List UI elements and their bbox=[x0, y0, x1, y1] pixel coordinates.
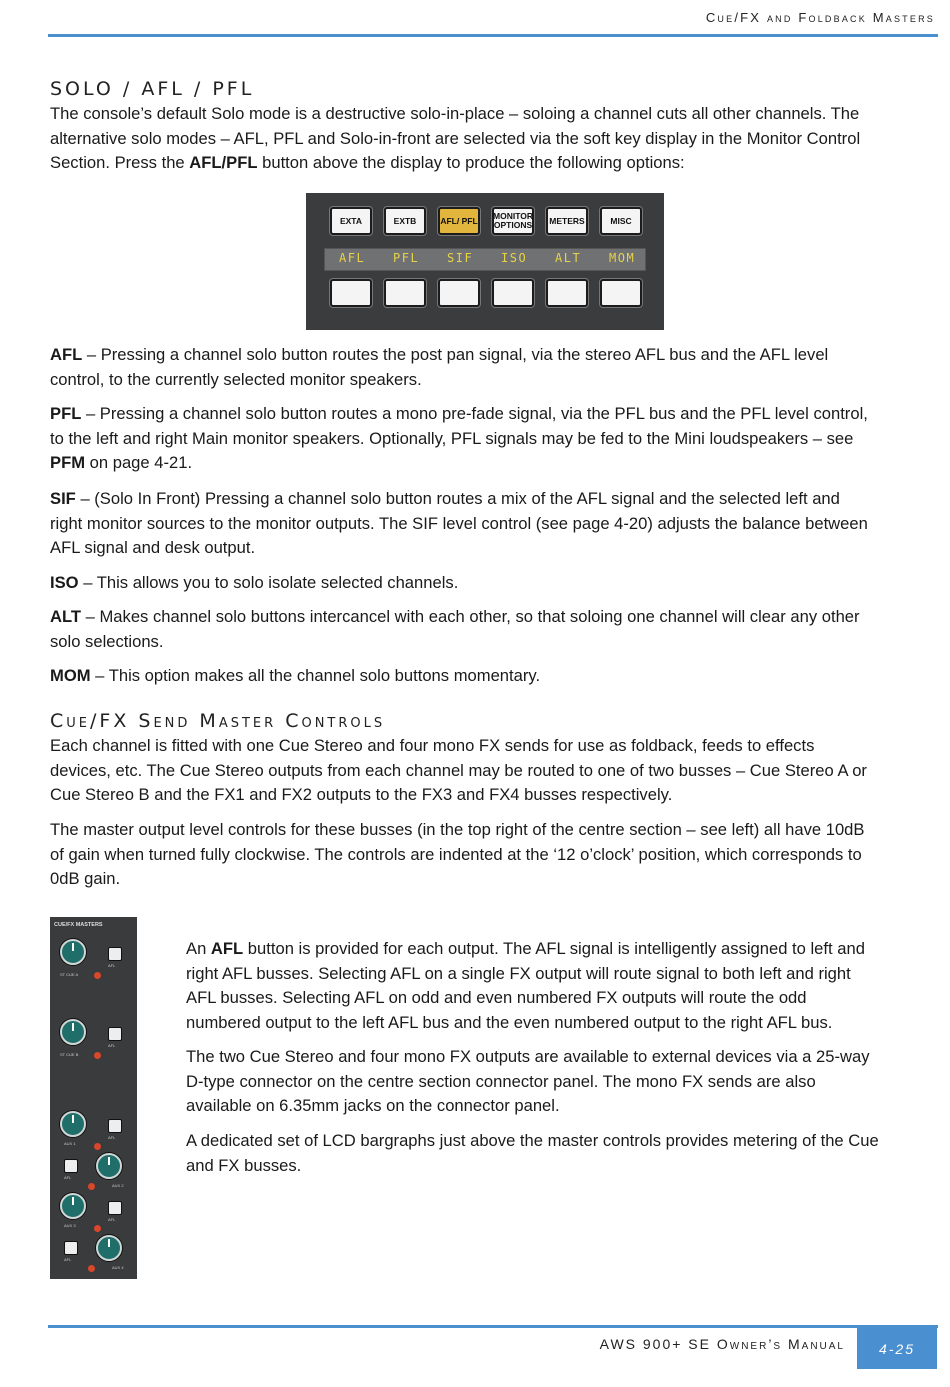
cue-fx-paragraph-2: The master output level controls for these busses (in the top right of the centre section – see left) all have 10dB of gain when turned fully clockwise. The controls are indented at the ‘12 o’clock’ position, which corresponds to 0dB gain. bbox=[50, 820, 865, 889]
mode-sif-description: SIF – (Solo In Front) Pressing a channel solo button routes a mix of the AFL signal and the selected left and right monitor sources to the monitor outputs. The SIF level control (see page 4-20) adjusts the balance between AFL signal and desk output. bbox=[50, 489, 868, 558]
cue-fx-masters-strip bbox=[50, 917, 137, 1279]
aux-1-led bbox=[94, 1143, 101, 1150]
aux-1-knob bbox=[60, 1111, 86, 1137]
strip-label-afl-1: AFL bbox=[108, 963, 116, 968]
softkey-lcd bbox=[324, 248, 646, 271]
header-rule bbox=[48, 34, 938, 37]
st-cue-a-afl-button bbox=[108, 947, 122, 961]
softkey-blank-4 bbox=[492, 279, 534, 307]
strip-label-afl-3: AFL bbox=[108, 1135, 116, 1140]
lcd-mom: MOM bbox=[609, 251, 636, 265]
aux-4-afl-button bbox=[64, 1241, 78, 1255]
lcd-iso: ISO bbox=[501, 251, 528, 265]
softkey-meters: METERS bbox=[546, 207, 588, 235]
aux-4-knob bbox=[96, 1235, 122, 1261]
solo-intro-paragraph: The console’s default Solo mode is a destructive solo-in-place – soloing a channel cuts all other channels. The alternative solo modes – AFL, PFL and Solo-in-front are selected via the soft key display in the Monitor Control Section. Press the AFL/PFL button above the display to produce the following options: bbox=[50, 104, 861, 173]
page-number: 4-25 bbox=[857, 1328, 937, 1369]
softkey-blank-3 bbox=[438, 279, 480, 307]
mode-alt-description: ALT – Makes channel solo buttons intercancel with each other, so that soloing one channel will clear any other solo selections. bbox=[50, 607, 860, 651]
strip-label-st-cue-b: ST CUE B bbox=[60, 1052, 79, 1057]
running-header: Cue/FX and Foldback Masters bbox=[705, 10, 935, 25]
strip-label-afl-2: AFL bbox=[108, 1043, 116, 1048]
mode-mom-description: MOM – This option makes all the channel solo buttons momentary. bbox=[50, 666, 541, 685]
strip-label-st-cue-a: ST CUE A bbox=[60, 972, 79, 977]
softkey-blank-5 bbox=[546, 279, 588, 307]
mode-afl-description: AFL – Pressing a channel solo button routes the post pan signal, via the stereo AFL bus and the AFL level control, to the currently selected monitor speakers. bbox=[50, 345, 829, 389]
strip-label-afl-4: AFL bbox=[64, 1175, 72, 1180]
softkey-blank-6 bbox=[600, 279, 642, 307]
cue-fx-paragraph-1: Each channel is fitted with one Cue Stereo and four mono FX sends for use as foldback, feeds to effects devices, etc. The Cue Stereo outputs from each channel may be routed to one of two busses – Cue Stereo A or Cue Stereo B and the FX1 and FX2 outputs to the FX3 and FX4 busses respectively. bbox=[50, 736, 867, 805]
strip-title: CUE/FX MASTERS bbox=[54, 922, 103, 928]
softkey-blank-1 bbox=[330, 279, 372, 307]
st-cue-a-knob bbox=[60, 939, 86, 965]
strip-label-afl-5: AFL bbox=[108, 1217, 116, 1222]
strip-label-aux-1: AUX 1 bbox=[64, 1141, 76, 1146]
lcd-afl: AFL bbox=[339, 251, 366, 265]
aux-3-led bbox=[94, 1225, 101, 1232]
softkey-exta: EXTA bbox=[330, 207, 372, 235]
soft-key-display-panel bbox=[306, 193, 664, 330]
afl-button-paragraph: An AFL button is provided for each output. The AFL signal is intelligently assigned to left and right AFL busses. Selecting AFL on a single FX output will route signal to both left and right AFL busses. Selecting AFL on odd and even numbered FX outputs will route the odd numbered output to the left AFL bus and the even numbered output to the right AFL bus. bbox=[186, 939, 865, 1032]
aux-2-led bbox=[88, 1183, 95, 1190]
aux-3-knob bbox=[60, 1193, 86, 1219]
section-heading-cue-fx: Cue/FX Send Master Controls bbox=[50, 710, 386, 732]
lcd-alt: ALT bbox=[555, 251, 582, 265]
softkey-monitor-options: MONITOR OPTIONS bbox=[492, 207, 534, 235]
aux-4-led bbox=[88, 1265, 95, 1272]
strip-label-aux-2: AUX 2 bbox=[112, 1183, 124, 1188]
softkey-misc: MISC bbox=[600, 207, 642, 235]
softkey-afl-pfl: AFL/ PFL bbox=[438, 207, 480, 235]
st-cue-a-led bbox=[94, 972, 101, 979]
softkey-extb: EXTB bbox=[384, 207, 426, 235]
softkey-blank-2 bbox=[384, 279, 426, 307]
outputs-paragraph: The two Cue Stereo and four mono FX outputs are available to external devices via a 25-way D-type connector on the centre section connector panel. The mono FX sends are also available on 6.35mm jacks on the connector panel. bbox=[186, 1047, 870, 1116]
st-cue-b-knob bbox=[60, 1019, 86, 1045]
strip-label-aux-3: AUX 3 bbox=[64, 1223, 76, 1228]
st-cue-b-afl-button bbox=[108, 1027, 122, 1041]
lcd-pfl: PFL bbox=[393, 251, 420, 265]
aux-2-knob bbox=[96, 1153, 122, 1179]
mode-pfl-description: PFL – Pressing a channel solo button routes a mono pre-fade signal, via the PFL bus and the PFL level control, to the left and right Main monitor speakers. Optionally, PFL signals may be fed to the Mini loudspeakers – see PFM on page 4-21. bbox=[50, 404, 868, 473]
aux-1-afl-button bbox=[108, 1119, 122, 1133]
st-cue-b-led bbox=[94, 1052, 101, 1059]
aux-2-afl-button bbox=[64, 1159, 78, 1173]
mode-iso-description: ISO – This allows you to solo isolate selected channels. bbox=[50, 573, 459, 592]
lcd-sif: SIF bbox=[447, 251, 474, 265]
strip-label-afl-6: AFL bbox=[64, 1257, 72, 1262]
footer-rule bbox=[48, 1325, 938, 1328]
section-heading-solo: SOLO / AFL / PFL bbox=[50, 78, 255, 100]
footer-title: AWS 900+ SE Owner’s Manual bbox=[599, 1336, 845, 1352]
strip-label-aux-4: AUX 4 bbox=[112, 1265, 124, 1270]
aux-3-afl-button bbox=[108, 1201, 122, 1215]
bargraph-paragraph: A dedicated set of LCD bargraphs just above the master controls provides metering of the Cue and FX busses. bbox=[186, 1131, 879, 1175]
